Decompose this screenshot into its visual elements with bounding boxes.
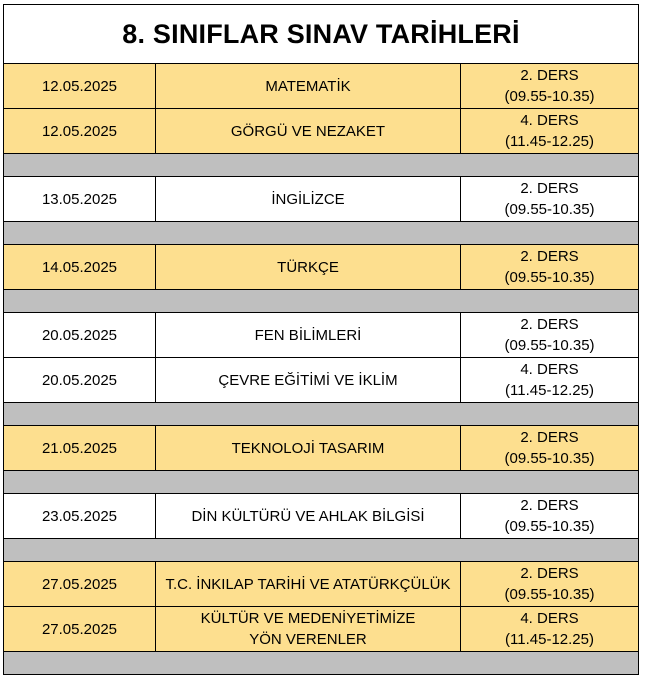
exam-subject bbox=[156, 562, 461, 607]
exam-row bbox=[4, 109, 639, 154]
exam-subject-line: YÖN VERENLER bbox=[249, 631, 367, 648]
exam-subject bbox=[156, 177, 461, 222]
exam-subject-line: TÜRKÇE bbox=[277, 258, 339, 276]
exam-schedule-body bbox=[4, 5, 639, 675]
separator-row bbox=[4, 403, 639, 426]
separator-cell bbox=[4, 222, 639, 245]
exam-period-time: (09.55-10.35) bbox=[504, 201, 595, 218]
exam-row bbox=[4, 426, 639, 471]
exam-row bbox=[4, 313, 639, 358]
exam-subject-line: DİN KÜLTÜRÜ VE AHLAK BİLGİSİ bbox=[191, 507, 425, 525]
exam-period-time: (11.45-12.25) bbox=[505, 631, 594, 648]
separator-cell bbox=[4, 290, 639, 313]
exam-subject-line: T.C. İNKILAP TARİHİ VE ATATÜRKÇÜLÜK bbox=[165, 575, 451, 593]
separator-cell bbox=[4, 652, 639, 675]
exam-subject bbox=[156, 64, 461, 109]
exam-date: 14.05.2025 bbox=[4, 245, 156, 290]
exam-subject bbox=[156, 607, 461, 652]
exam-period-number: 2. DERS bbox=[520, 316, 579, 333]
exam-period-number: 4. DERS bbox=[520, 361, 579, 378]
exam-date: 20.05.2025 bbox=[4, 358, 156, 403]
exam-row bbox=[4, 562, 639, 607]
exam-period-number: 4. DERS bbox=[520, 610, 579, 627]
exam-period-time: (09.55-10.35) bbox=[504, 450, 595, 467]
exam-period bbox=[461, 426, 639, 471]
separator-row bbox=[4, 652, 639, 675]
exam-subject bbox=[156, 358, 461, 403]
exam-row bbox=[4, 245, 639, 290]
exam-subject-line: GÖRGÜ VE NEZAKET bbox=[230, 122, 386, 140]
exam-period-time: (09.55-10.35) bbox=[504, 586, 595, 603]
exam-period bbox=[461, 245, 639, 290]
separator-cell bbox=[4, 154, 639, 177]
exam-date: 12.05.2025 bbox=[4, 64, 156, 109]
exam-period-time: (11.45-12.25) bbox=[505, 133, 594, 150]
exam-period-number: 2. DERS bbox=[520, 67, 579, 84]
exam-date: 27.05.2025 bbox=[4, 607, 156, 652]
separator-row bbox=[4, 154, 639, 177]
exam-subject-line: İNGİLİZCE bbox=[271, 190, 345, 208]
exam-row bbox=[4, 494, 639, 539]
exam-date: 12.05.2025 bbox=[4, 109, 156, 154]
exam-date: 23.05.2025 bbox=[4, 494, 156, 539]
separator-cell bbox=[4, 403, 639, 426]
exam-date: 27.05.2025 bbox=[4, 562, 156, 607]
separator-row bbox=[4, 471, 639, 494]
exam-period-time: (09.55-10.35) bbox=[504, 337, 595, 354]
exam-period bbox=[461, 358, 639, 403]
separator-row bbox=[4, 539, 639, 562]
exam-schedule-table bbox=[3, 4, 639, 675]
page-title: 8. SINIFLAR SINAV TARİHLERİ bbox=[4, 5, 639, 64]
separator-row bbox=[4, 222, 639, 245]
exam-subject-line: KÜLTÜR VE MEDENİYETİMİZE bbox=[200, 610, 416, 627]
exam-subject bbox=[156, 245, 461, 290]
exam-subject-line: ÇEVRE EĞİTİMİ VE İKLİM bbox=[218, 371, 398, 389]
exam-period-number: 2. DERS bbox=[520, 497, 579, 514]
title-row bbox=[4, 5, 639, 64]
exam-period bbox=[461, 494, 639, 539]
exam-period-time: (09.55-10.35) bbox=[504, 269, 595, 286]
exam-date: 21.05.2025 bbox=[4, 426, 156, 471]
exam-period bbox=[461, 313, 639, 358]
exam-date: 20.05.2025 bbox=[4, 313, 156, 358]
exam-period-time: (09.55-10.35) bbox=[504, 518, 595, 535]
exam-subject bbox=[156, 109, 461, 154]
exam-period-time: (09.55-10.35) bbox=[504, 88, 595, 105]
separator-cell bbox=[4, 539, 639, 562]
exam-subject bbox=[156, 313, 461, 358]
separator-row bbox=[4, 290, 639, 313]
exam-row bbox=[4, 177, 639, 222]
exam-period bbox=[461, 562, 639, 607]
exam-date: 13.05.2025 bbox=[4, 177, 156, 222]
exam-period bbox=[461, 607, 639, 652]
exam-period-time: (11.45-12.25) bbox=[505, 382, 594, 399]
exam-subject-line: TEKNOLOJİ TASARIM bbox=[231, 439, 385, 457]
exam-period-number: 2. DERS bbox=[520, 565, 579, 582]
separator-cell bbox=[4, 471, 639, 494]
exam-row bbox=[4, 607, 639, 652]
exam-subject bbox=[156, 426, 461, 471]
exam-row bbox=[4, 64, 639, 109]
exam-period-number: 2. DERS bbox=[520, 429, 579, 446]
exam-period-number: 2. DERS bbox=[520, 180, 579, 197]
exam-period bbox=[461, 109, 639, 154]
exam-period bbox=[461, 64, 639, 109]
exam-period bbox=[461, 177, 639, 222]
exam-period-number: 2. DERS bbox=[520, 248, 579, 265]
exam-subject-line: FEN BİLİMLERİ bbox=[254, 326, 362, 344]
exam-subject-line: MATEMATİK bbox=[265, 77, 351, 95]
exam-period-number: 4. DERS bbox=[520, 112, 579, 129]
exam-subject bbox=[156, 494, 461, 539]
exam-row bbox=[4, 358, 639, 403]
